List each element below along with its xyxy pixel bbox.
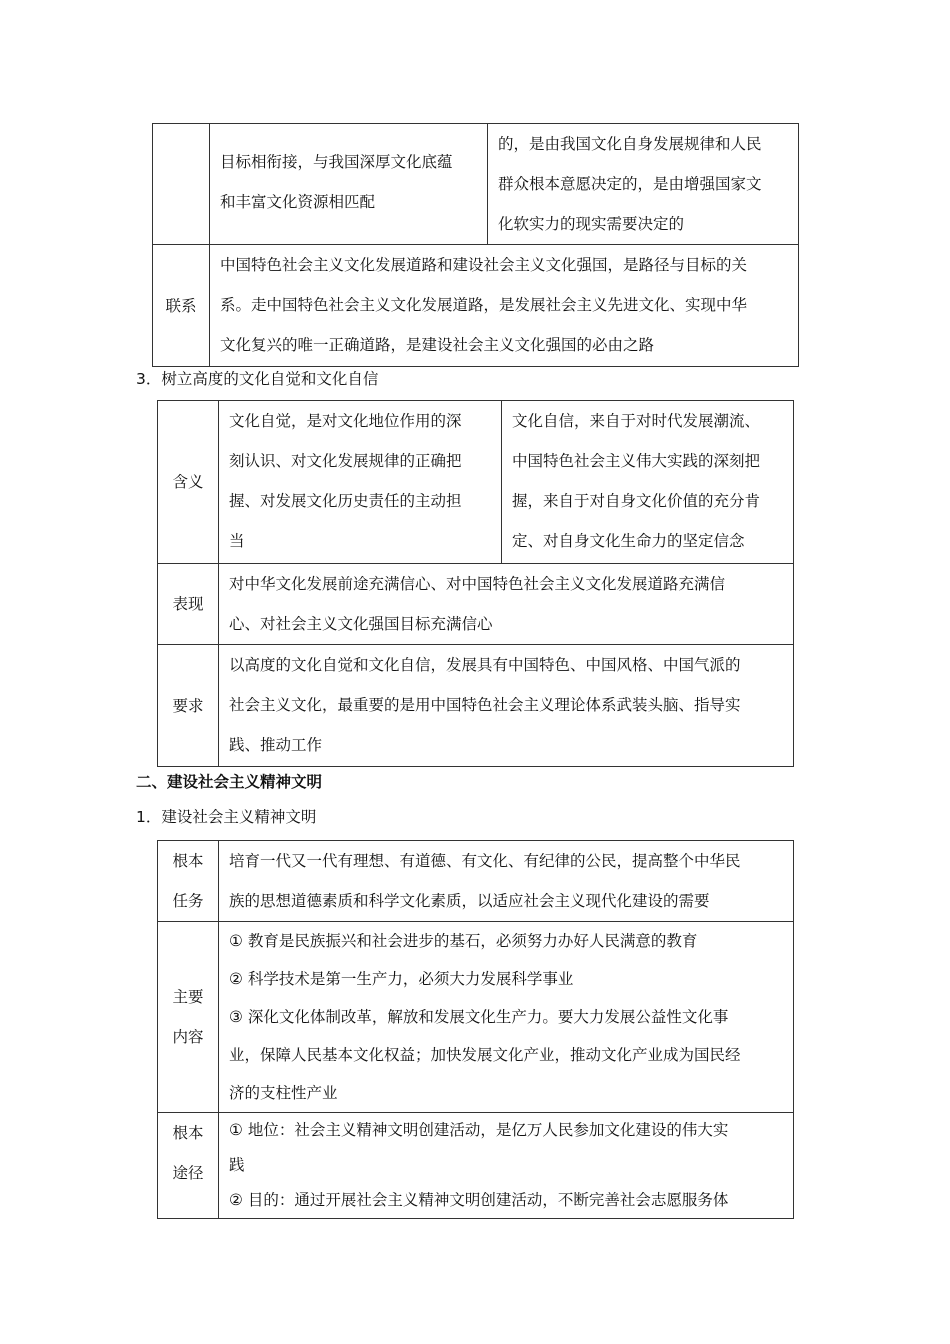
text-line: 心、对社会主义文化强国目标充满信心 — [229, 615, 493, 633]
subheading: 3．树立高度的文化自觉和文化自信 — [136, 370, 379, 388]
table-row — [158, 645, 794, 767]
table-cell — [219, 841, 794, 922]
table-cell-empty — [153, 124, 210, 245]
culture-confidence-table — [157, 400, 794, 767]
table-row — [158, 564, 794, 645]
text-line: 文化自觉，是对文化地位作用的深 — [229, 412, 462, 430]
row-header: 要求 — [158, 645, 219, 767]
table-cell — [219, 922, 794, 1113]
row-header: 含义 — [158, 401, 219, 564]
text-line: 践 — [229, 1156, 245, 1174]
text-line: 握、对发展文化历史责任的主动担 — [229, 492, 462, 510]
text-line: ② 科学技术是第一生产力，必须大力发展科学事业 — [229, 970, 574, 988]
text-line: 刻认识、对文化发展规律的正确把 — [229, 452, 462, 470]
text-line: 中国特色社会主义文化发展道路和建设社会主义文化强国，是路径与目标的关 — [220, 256, 748, 274]
culture-road-table — [152, 123, 799, 367]
header-line: 根本 — [172, 852, 204, 870]
text-line: 济的支柱性产业 — [229, 1084, 338, 1102]
header-line: 根本 — [172, 1124, 204, 1142]
table-cell — [210, 124, 488, 245]
spiritual-civilization-table — [157, 840, 794, 1219]
subheading: 1．建设社会主义精神文明 — [136, 808, 317, 826]
table-row — [153, 124, 799, 245]
text-line: 社会主义文化，最重要的是用中国特色社会主义理论体系武装头脑、指导实 — [229, 696, 741, 714]
header-line: 主要 — [172, 988, 204, 1006]
text-line: 目标相衔接，与我国深厚文化底蕴 — [220, 153, 453, 171]
table-row — [158, 922, 794, 1113]
text-line: 以高度的文化自觉和文化自信，发展具有中国特色、中国风格、中国气派的 — [229, 656, 741, 674]
text-line: 化软实力的现实需要决定的 — [498, 215, 685, 233]
text-line: 当 — [229, 532, 245, 550]
text-line: 文化复兴的唯一正确道路，是建设社会主义文化强国的必由之路 — [220, 336, 655, 354]
row-header — [158, 1113, 219, 1219]
table-cell — [502, 401, 794, 564]
text-line: 握，来自于对自身文化价值的充分肯 — [512, 492, 761, 510]
text-line: ① 地位：社会主义精神文明创建活动，是亿万人民参加文化建设的伟大实 — [229, 1121, 729, 1139]
text-line: 的，是由我国文化自身发展规律和人民 — [498, 135, 762, 153]
row-header — [158, 841, 219, 922]
text-line: 族的思想道德素质和科学文化素质，以适应社会主义现代化建设的需要 — [229, 892, 710, 910]
table-row — [158, 401, 794, 564]
text-line: 定、对自身文化生命力的坚定信念 — [512, 532, 745, 550]
table-cell — [219, 645, 794, 767]
text-line: 和丰富文化资源相匹配 — [220, 193, 376, 211]
table-row — [153, 245, 799, 367]
table-cell — [219, 401, 502, 564]
table-cell — [210, 245, 799, 367]
text-line: 系。走中国特色社会主义文化发展道路，是发展社会主义先进文化、实现中华 — [220, 296, 748, 314]
section-heading: 二、建设社会主义精神文明 — [136, 773, 323, 791]
text-line: ② 目的：通过开展社会主义精神文明创建活动，不断完善社会志愿服务体 — [229, 1191, 729, 1209]
table-row — [158, 841, 794, 922]
table-row — [158, 1113, 794, 1219]
row-header: 联系 — [153, 245, 210, 367]
table-cell — [219, 564, 794, 645]
header-line: 内容 — [172, 1028, 204, 1046]
text-line: ③ 深化文化体制改革，解放和发展文化生产力。要大力发展公益性文化事 — [229, 1008, 729, 1026]
text-line: 培育一代又一代有理想、有道德、有文化、有纪律的公民，提高整个中华民 — [229, 852, 741, 870]
row-header: 表现 — [158, 564, 219, 645]
text-line: 中国特色社会主义伟大实践的深刻把 — [512, 452, 761, 470]
text-line: ① 教育是民族振兴和社会进步的基石，必须努力办好人民满意的教育 — [229, 932, 698, 950]
header-line: 任务 — [172, 892, 204, 910]
text-line: 对中华文化发展前途充满信心、对中国特色社会主义文化发展道路充满信 — [229, 575, 726, 593]
table-cell — [488, 124, 799, 245]
header-line: 途径 — [172, 1164, 204, 1182]
table-cell — [219, 1113, 794, 1219]
text-line: 群众根本意愿决定的，是由增强国家文 — [498, 175, 762, 193]
text-line: 文化自信，来自于对时代发展潮流、 — [512, 412, 761, 430]
text-line: 业，保障人民基本文化权益；加快发展文化产业，推动文化产业成为国民经 — [229, 1046, 741, 1064]
row-header — [158, 922, 219, 1113]
text-line: 践、推动工作 — [229, 736, 323, 754]
